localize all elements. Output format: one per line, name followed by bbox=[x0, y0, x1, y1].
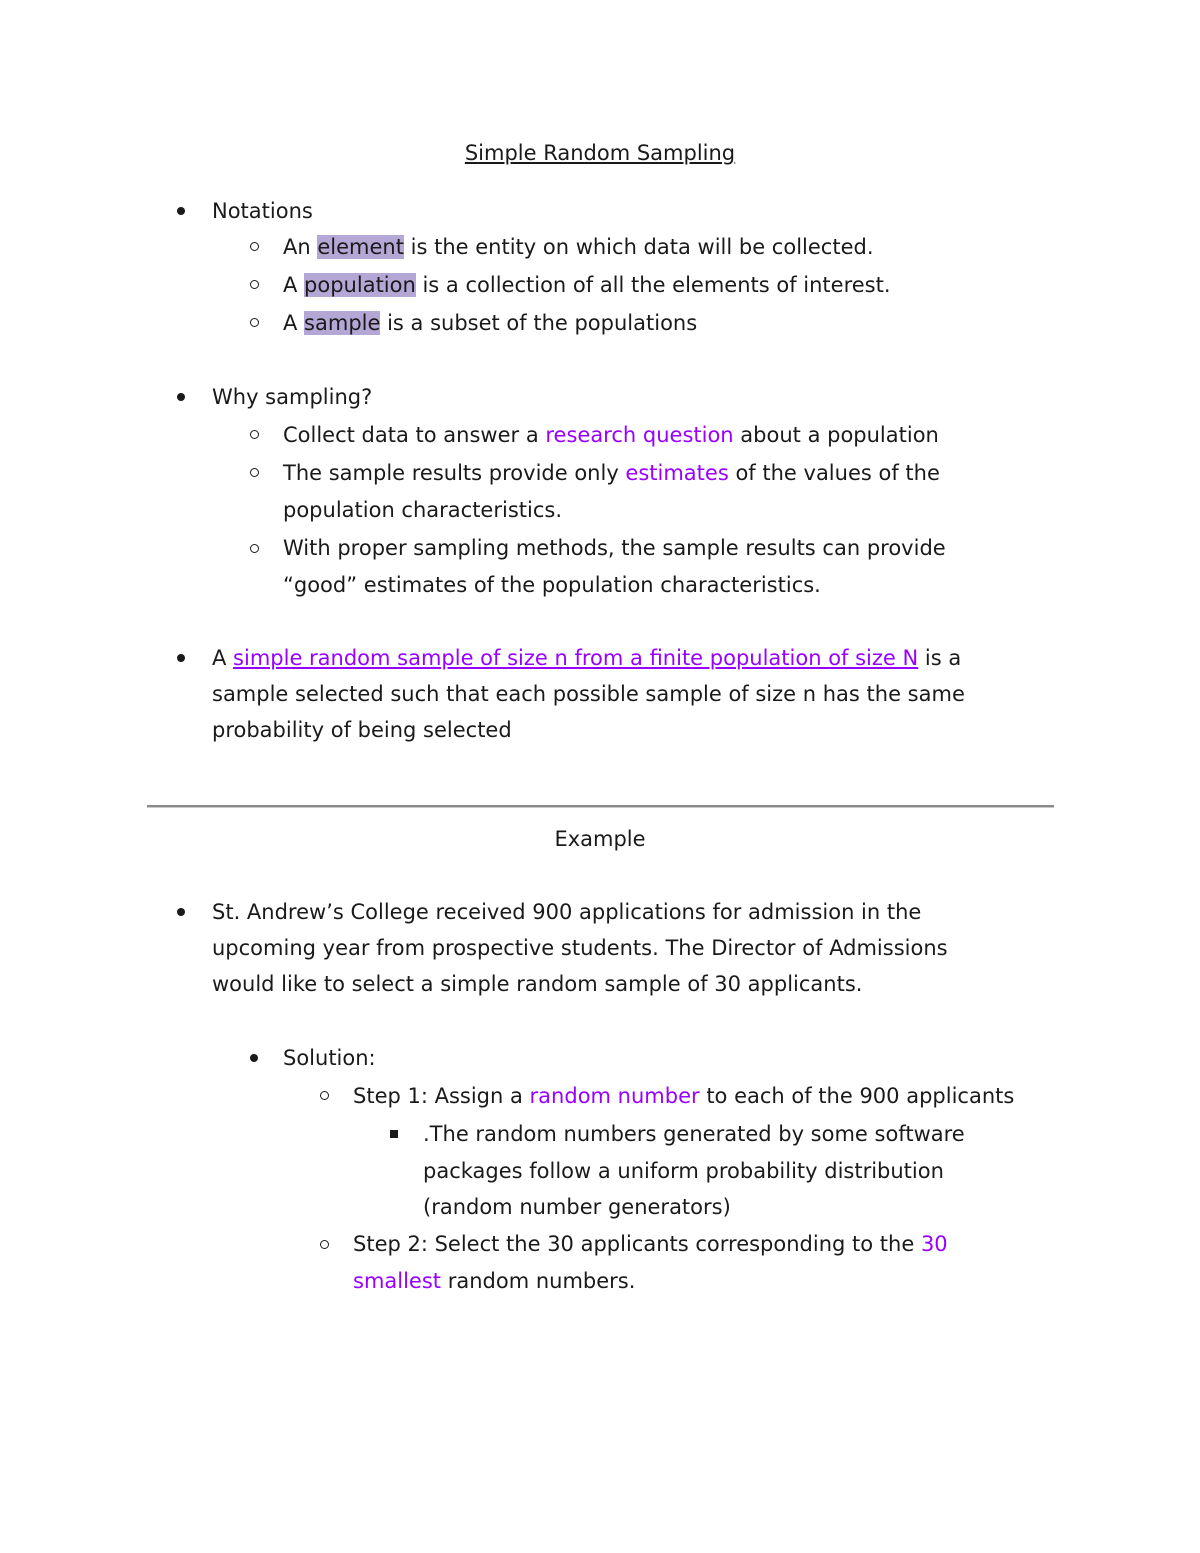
notation-population: A population is a collection of all the elements of interest. bbox=[283, 273, 891, 297]
definition-line-3: probability of being selected bbox=[212, 718, 512, 742]
why-sampling-heading: Why sampling? bbox=[212, 385, 373, 409]
definition-link[interactable]: simple random sample of size n from a finite population of size N bbox=[233, 646, 919, 670]
bullet-square bbox=[390, 1130, 398, 1138]
bullet-disc bbox=[177, 654, 185, 662]
page-title: Simple Random Sampling bbox=[464, 141, 736, 165]
notations-heading: Notations bbox=[212, 199, 313, 223]
why-item-methods-cont: “good” estimates of the population characteristics. bbox=[283, 573, 821, 597]
why-item-methods: With proper sampling methods, the sample results can provide bbox=[283, 536, 946, 560]
bullet-circle bbox=[250, 430, 259, 439]
bullet-circle bbox=[250, 544, 259, 553]
emphasis-text: research question bbox=[545, 423, 734, 447]
bullet-disc bbox=[177, 908, 185, 916]
emphasis-text: smallest bbox=[353, 1269, 442, 1293]
definition-line-1: A simple random sample of size n from a finite population of size N is a bbox=[212, 646, 962, 670]
emphasis-text: random number bbox=[529, 1084, 700, 1108]
solution-label: Solution: bbox=[283, 1046, 376, 1070]
bullet-disc bbox=[177, 393, 185, 401]
step-1-note-line-3: (random number generators) bbox=[423, 1195, 731, 1219]
bullet-circle bbox=[320, 1091, 329, 1100]
notation-element: An element is the entity on which data will be collected. bbox=[283, 235, 874, 259]
step-2: Step 2: Select the 30 applicants corresponding to the 30 bbox=[353, 1232, 948, 1256]
bullet-circle bbox=[250, 242, 259, 251]
step-1: Step 1: Assign a random number to each of the 900 applicants bbox=[353, 1084, 1015, 1108]
emphasis-text: estimates bbox=[625, 461, 729, 485]
highlighted-term: sample bbox=[304, 311, 381, 335]
bullet-circle bbox=[250, 468, 259, 477]
bullet-disc bbox=[250, 1054, 258, 1062]
horizontal-divider bbox=[147, 805, 1054, 808]
problem-line-2: upcoming year from prospective students. The Director of Admissions bbox=[212, 936, 948, 960]
step-2-cont: smallest random numbers. bbox=[353, 1269, 636, 1293]
problem-line-1: St. Andrew’s College received 900 applications for admission in the bbox=[212, 900, 922, 924]
step-1-note-line-1: .The random numbers generated by some software bbox=[423, 1122, 965, 1146]
highlighted-term: element bbox=[317, 235, 404, 259]
bullet-circle bbox=[250, 318, 259, 327]
bullet-disc bbox=[177, 207, 185, 215]
emphasis-text: 30 bbox=[920, 1232, 948, 1256]
why-item-estimates: The sample results provide only estimates of the values of the bbox=[283, 461, 940, 485]
definition-line-2: sample selected such that each possible sample of size n has the same bbox=[212, 682, 965, 706]
bullet-circle bbox=[250, 280, 259, 289]
step-1-note-line-2: packages follow a uniform probability distribution bbox=[423, 1159, 944, 1183]
notation-sample: A sample is a subset of the populations bbox=[283, 311, 698, 335]
example-heading: Example bbox=[554, 827, 646, 851]
why-item-estimates-cont: population characteristics. bbox=[283, 498, 562, 522]
highlighted-term: population bbox=[304, 273, 416, 297]
why-item-research: Collect data to answer a research question about a population bbox=[283, 423, 939, 447]
problem-line-3: would like to select a simple random sample of 30 applicants. bbox=[212, 972, 863, 996]
bullet-circle bbox=[320, 1240, 329, 1249]
